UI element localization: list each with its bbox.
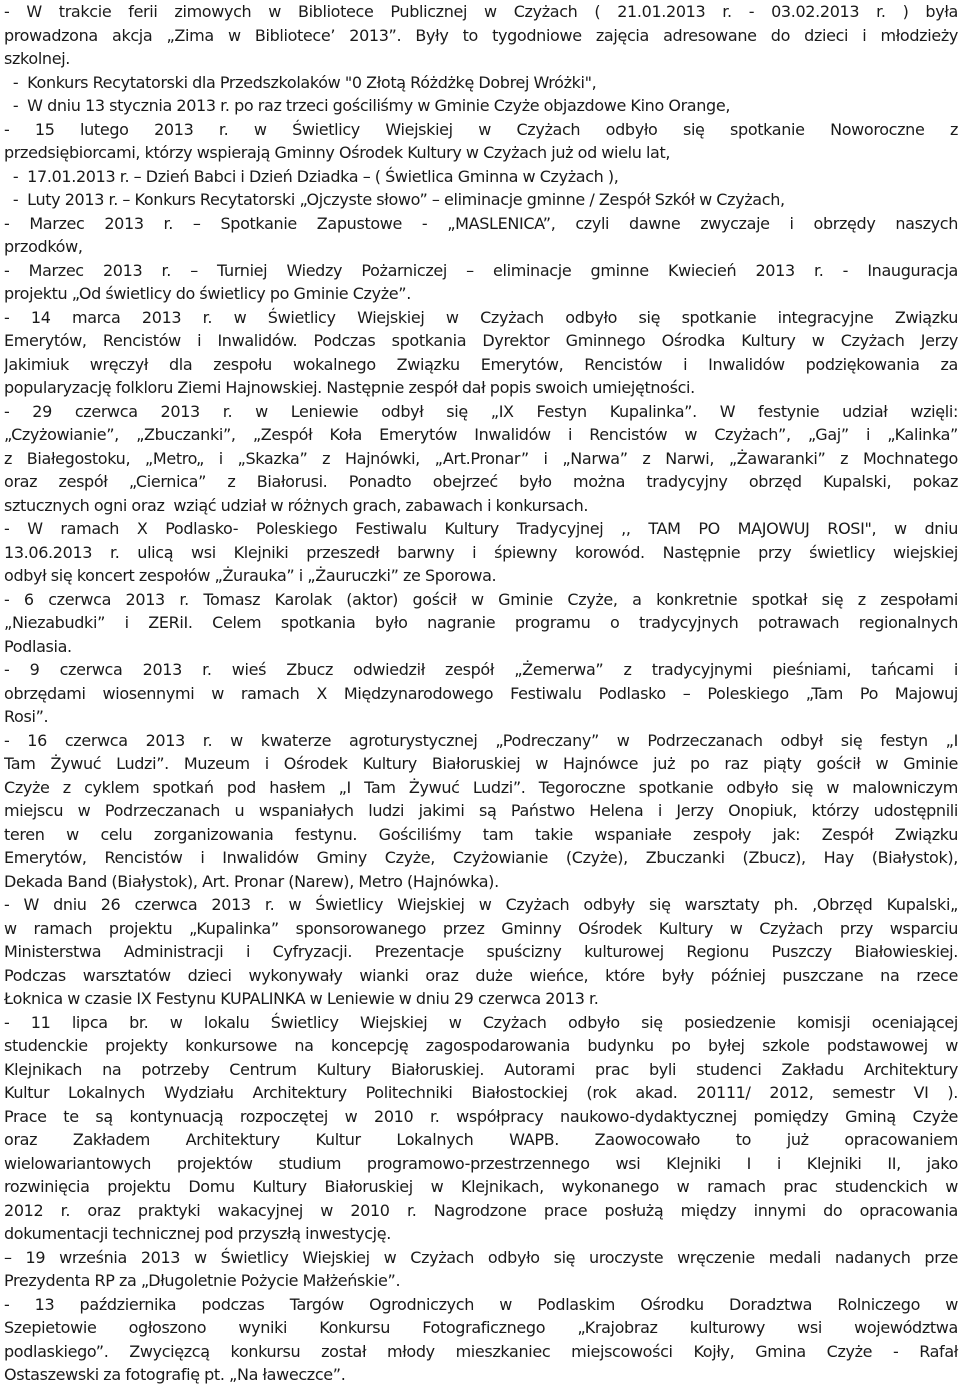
text-line: Czyże z cyklem spotkań pod hasłem „I Tam Żywuć Ludzi”. Tegoroczne spotkanie odbyło się w malowniczym <box>4 777 958 797</box>
text-line: Tam Żywuć Ludzi”. Muzeum i Ośrodek Kultury Białoruskiej w Hajnówce już po raz piąty gościł w Gminie <box>4 754 958 773</box>
text-line: Prace te są kontynuacją rozpoczętej w 2010 r. współpracy naukowo-dydaktycznej pomiędzy Gminą Czyże <box>4 1106 958 1126</box>
text-line: prowadzona akcja „Zima w Bibliotece’ 2013”. Były to tygodniowe zajęcia adresowane do dzieci i młodzieży <box>4 25 958 45</box>
text-line: - 15 lutego 2013 r. w Świetlicy Wiejskiej w Czyżach odbyło się spotkanie Noworoczne z <box>4 119 958 139</box>
text-line: Ostaszewski za fotografię pt. „Na ławeczce”. <box>4 1365 346 1384</box>
text-line: podlaskiego”. Zwycięzcą konkursu został młody mieszkaniec miejscowości Kojły, Gmina Czyże - Rafał <box>4 1341 958 1361</box>
text-line: Jakimiuk wręczył dla zespołu wokalnego Związku Emerytów, Rencistów i Inwalidów podziękowania za <box>4 354 958 374</box>
text-line: - 6 czerwca 2013 r. Tomasz Karolak (aktor) gościł w Gminie Czyże, a konkretnie spotkał się z zespołami <box>4 589 958 609</box>
text-line: Dekada Band (Białystok), Art. Pronar (Narew), Metro (Hajnówka). <box>4 871 499 891</box>
text-line: - 17.01.2013 r. – Dzień Babci i Dzień Dziadka – ( Świetlica Gminna w Czyżach ), <box>4 166 619 186</box>
text-line: „Czyżowianie”, „Zbuczanki”, „Zespół Koła Emerytów Inwalidów i Rencistów w Czyżach”, „Gaj” i „Kalinka” <box>4 425 958 444</box>
text-line: Prezydenta RP za „Długoletnie Pożycie Małżeńskie”. <box>4 1271 401 1290</box>
text-line: „Niezabudki” i ZERiI. Celem spotkania było nagranie programu o tradycyjnych potrawach regionalnych <box>4 613 958 632</box>
text-line: - 13 października podczas Targów Ogrodniczych w Podlaskim Ośrodku Doradztwa Rolniczego w <box>4 1294 958 1314</box>
text-line: obrzędami wiosennymi w ramach X Międzynarodowego Festiwalu Podlasko – Poleskiego „Tam Po Majowuj <box>4 683 958 703</box>
text-line: projektu „Od świetlicy do świetlicy po Gminie Czyże”. <box>4 284 411 303</box>
text-line: sztucznych ogni oraz wziąć udział w różnych grach, zabawach i konkursach. <box>4 495 589 515</box>
text-line: - Marzec 2013 r. – Turniej Wiedzy Pożarniczej – eliminacje gminne Kwiecień 2013 r. - Inauguracja <box>4 260 958 280</box>
text-line: - 16 czerwca 2013 r. w kwaterze agroturystycznej „Podreczany” w Podrzeczanach odbył się festyn „I <box>4 730 958 750</box>
text-line: w ramach projektu „Kupalinka” sponsorowanego przez Gminny Ośrodek Kultury w Czyżach przy wsparciu <box>4 918 958 938</box>
text-line: - Luty 2013 r. – Konkurs Recytatorski „Ojczyste słowo” – eliminacje gminne / Zespół Szkół w Czyżach, <box>4 190 785 209</box>
text-line: przodków, <box>4 237 83 256</box>
text-line: oraz zespół „Ciernica” z Białorusi. Ponadto obejrzeć było można tradycyjny obrzęd Kupalski, pokaz <box>4 472 958 491</box>
text-line: oraz Zakładem Architektury Kultur Lokalnych WAPB. Zaowocowało to już opracowaniem <box>4 1130 958 1149</box>
text-line: - Marzec 2013 r. – Spotkanie Zapustowe - „MASLENICA”, czyli dawne zwyczaje i obrzędy naszych <box>4 213 958 233</box>
text-line: teren w celu zorganizowania festynu. Gościliśmy tam takie wspaniałe zespoły jak: Zespół Związku <box>4 824 958 844</box>
text-line: rozwinięcia projektu Domu Kultury Białoruskiej w Klejnikach, wykonanego w ramach prac studenckich w <box>4 1177 958 1196</box>
text-line: Podczas warsztatów dzieci wykonywały wianki oraz duże wieńce, które były później puszczane na rzece <box>4 965 958 985</box>
text-line: Podlasia. <box>4 636 72 656</box>
text-line: Klejnikach na potrzeby Centrum Kultury Białoruskiej. Autorami prac byli studenci Zakładu Architektury <box>4 1059 958 1079</box>
document-body <box>4 0 960 1387</box>
text-line: Rosi”. <box>4 707 49 726</box>
text-line: 13.06.2013 r. ulicą wsi Klejniki przeszedł barwny i śpiewny korowód. Następnie przy świetlicy wiejskiej <box>4 542 958 562</box>
text-line: - 9 czerwca 2013 r. wieś Zbucz odwiedził zespół „Żemerwa” z tradycyjnymi pieśniami, tańcami i <box>4 660 958 679</box>
text-line: dokumentacji technicznej pod przyszłą inwestycję. <box>4 1224 392 1243</box>
text-line: - 29 czerwca 2013 r. w Leniewie odbył się „IX Festyn Kupalinka”. W festynie udział wzięli: <box>4 401 958 421</box>
text-line: - 11 lipca br. w lokalu Świetlicy Wiejskiej w Czyżach odbyło się posiedzenie komisji oceniającej <box>4 1012 958 1032</box>
text-line: Emerytów, Rencistów i Inwalidów Gminy Czyże, Czyżowianie (Czyże), Zbuczanki (Zbucz), Hay (Białystok), <box>4 848 958 867</box>
text-line: Kultur Lokalnych Wydziału Architektury Politechniki Białostockiej (rok akad. 20111/ 2012, semestr VI ). <box>4 1083 958 1102</box>
text-line: popularyzację folkloru Ziemi Hajnowskiej. Następnie zespół dał popis swoich umiejętności. <box>4 378 695 397</box>
text-line: Emerytów, Rencistów i Inwalidów. Podczas spotkania Dyrektor Gminnego Ośrodka Kultury w Czyżach Jerzy <box>4 331 958 350</box>
text-line: - 14 marca 2013 r. w Świetlicy Wiejskiej w Czyżach odbyło się spotkanie integracyjne Związku <box>4 307 958 327</box>
text-line: - W dniu 26 czerwca 2013 r. w Świetlicy Wiejskiej w Czyżach odbyły się warsztaty ph. ,Obrzęd Kupalski„ <box>4 895 958 914</box>
text-line: 2012 r. oraz praktyki wakacyjnej w 2010 r. Nagrodzone prace posłużą między innymi do opracowania <box>4 1200 958 1220</box>
text-line: – 19 września 2013 w Świetlicy Wiejskiej w Czyżach odbyło się uroczyste wręczenie medali nadanych prze <box>4 1247 958 1267</box>
text-line: - W trakcie ferii zimowych w Bibliotece Publicznej w Czyżach ( 21.01.2013 r. - 03.02.2013 r. ) była <box>4 2 958 21</box>
text-line: z Białegostoku, „Metro„ i „Skazka” z Hajnówki, „Art.Pronar” i „Narwa” z Narwi, „Żawaranki” z Mochnatego <box>4 448 958 468</box>
text-line: przedsiębiorcami, którzy wspierają Gminny Ośrodek Kultury w Czyżach już od wielu lat, <box>4 143 671 162</box>
text-line: szkolnej. <box>4 49 71 68</box>
text-line: odbył się koncert zespołów „Żurauka” i „Żauruczki” ze Sporowa. <box>4 566 497 585</box>
text-line: studenckie projekty konkursowe na koncepcję zagospodarowania budynku po byłej szkole podstawowej w <box>4 1036 958 1055</box>
text-line: Łoknica w czasie IX Festynu KUPALINKA w Leniewie w dniu 29 czerwca 2013 r. <box>4 989 599 1008</box>
text-line: Ministerstwa Administracji i Cyfryzacji. Prezentacje spuścizny kulturowej Regionu Puszczy Białowieskiej. <box>4 942 958 961</box>
text-line: - W ramach X Podlasko- Poleskiego Festiwalu Kultury Tradycyjnej ,, TAM PO MAJOWUJ ROSI", w dniu <box>4 519 958 538</box>
text-line: wielowariantowych projektów studium programowo-przestrzennego wsi Klejniki I i Klejniki II, jako <box>4 1153 958 1173</box>
text-line: - W dniu 13 stycznia 2013 r. po raz trzeci gościliśmy w Gminie Czyże objazdowe Kino Orange, <box>4 96 731 115</box>
text-line: - Konkurs Recytatorski dla Przedszkolaków "0 Złotą Różdżkę Dobrej Wróżki", <box>4 72 597 92</box>
text-line: miejscu w Podrzeczanach u wspaniałych ludzi jakimi są Państwo Helena i Jerzy Onopiuk, którzy udostępnili <box>4 801 958 820</box>
text-line: Szepietowie ogłoszono wyniki Konkursu Fotograficznego „Krajobraz kulturowy wsi województwa <box>4 1318 958 1337</box>
